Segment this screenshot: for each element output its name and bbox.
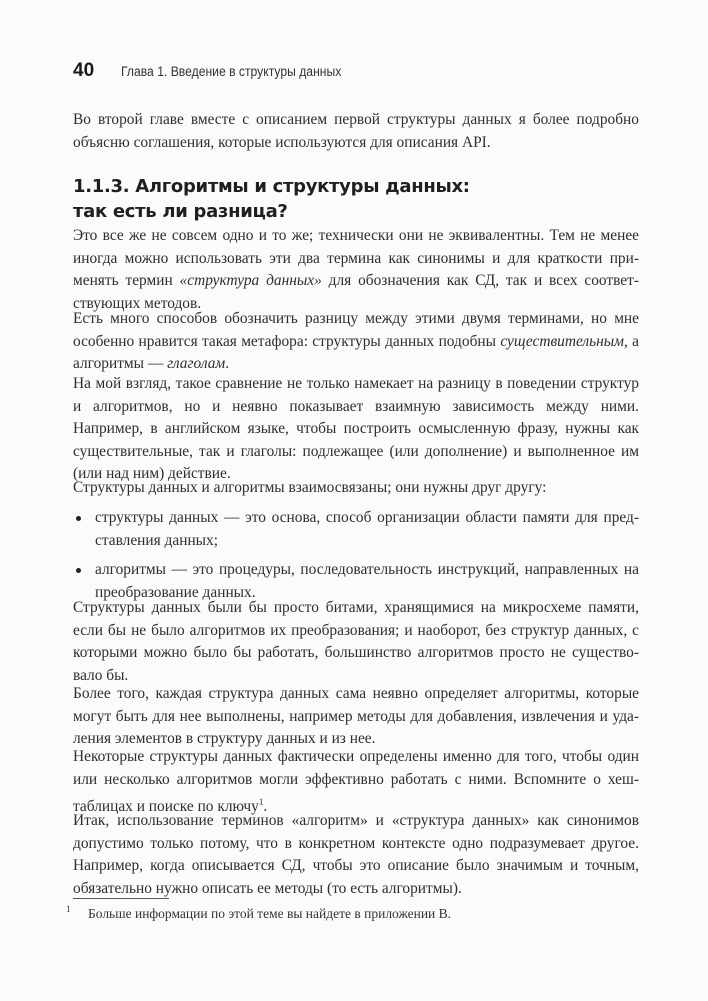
italic-term: «структура данных» <box>179 272 322 290</box>
paragraph-6: Более того, каждая структура данных сама неявно определяет алгоритмы, которые могут быть для нее выполнены, например методы для добавления, извлечения и удаления элементов в структуру данных и из нее. <box>73 685 639 748</box>
paragraph-4: Структуры данных и алгоритмы взаимосвязаны; они нужны друг другу: <box>73 479 547 496</box>
section-heading-line-2: так есть ли разница? <box>73 201 288 222</box>
paragraph-3: На мой взгляд, такое сравнение не только намекает на разницу в поведении структур и алгоритмов, но и неявно показывает взаимную зависимость между ними. Например, в английском языке, чтобы построить осмысленную фразу, нужны как существительные, так и глаголы: подлежащее (или дополнение) и выполненное им (или над ним) действие. <box>73 375 639 483</box>
section-heading-line-1: 1.1.3. Алгоритмы и структуры данных: <box>73 176 470 197</box>
footnote-reference[interactable]: 1 <box>258 797 264 808</box>
text-run: для обозначения как СД, так и всех соответствующих методов. <box>73 272 639 312</box>
chapter-title: Глава 1. Введение в структуры данных <box>121 64 342 79</box>
section-heading <box>73 174 639 224</box>
text-run: , а алгоритмы — <box>73 332 640 373</box>
paragraph-2 <box>73 308 639 376</box>
paragraph-1 <box>73 225 639 315</box>
running-header <box>73 60 366 82</box>
footnote-text: Больше информации по этой теме вы найдете в приложении В. <box>88 906 452 921</box>
bullet-list <box>73 507 639 611</box>
footnote-divider <box>73 898 169 899</box>
paragraph-8: Итак, использование терминов «алгоритм» и «структура данных» как синонимов допустимо только потому, что в конкретном контексте одно подразумевает другое. Например, когда описывается СД, чтобы это описание было значимым и точным, обязательно нужно описать ее методы (то есть алгоритмы). <box>73 812 639 897</box>
text-run: Это все же не совсем одно и то же; технически они не эквивалентны. Тем не менее иногда можно использовать эти два термина как синонимы и для краткости применять термин <box>73 227 639 290</box>
page-number: 40 <box>73 60 95 81</box>
intro-paragraph: Во второй главе вместе с описанием первой структуры данных я более подробно объясню соглашения, которые используются для описания API. <box>73 111 639 151</box>
text-run: . <box>263 798 268 816</box>
bullet-icon <box>76 516 81 521</box>
paragraph-7 <box>73 746 639 819</box>
text-run: Есть много способов обозначить разницу между этими двумя терминами, но мне особенно нравится такая метафора: структуры данных подобны <box>73 310 639 350</box>
list-item-text: структуры данных — это основа, способ организации области памяти для представления данных; <box>95 509 639 549</box>
italic-term: глаголам <box>167 355 226 373</box>
list-item <box>73 507 639 552</box>
text-run: . <box>225 355 230 373</box>
footnote <box>66 906 632 922</box>
italic-term: существительным <box>500 332 624 350</box>
text-run: Некоторые структуры данных фактически определены именно для того, чтобы один или несколько алгоритмов могли эффективно работать с ними. Вспомните о хеш-таблицах и поиске по ключу <box>73 748 639 816</box>
paragraph-5: Структуры данных были бы просто битами, хранящимися на микросхеме памяти, если бы не было алгоритмов их преобразования; и наоборот, без структур данных, с которыми можно было бы работать, большинство алгоритмов просто не существовало бы. <box>73 599 639 684</box>
list-item-text: алгоритмы — это процедуры, последовательность инструкций, направленных на преобразование данных. <box>95 561 639 601</box>
footnote-mark: 1 <box>66 904 71 914</box>
bullet-icon <box>76 568 81 573</box>
